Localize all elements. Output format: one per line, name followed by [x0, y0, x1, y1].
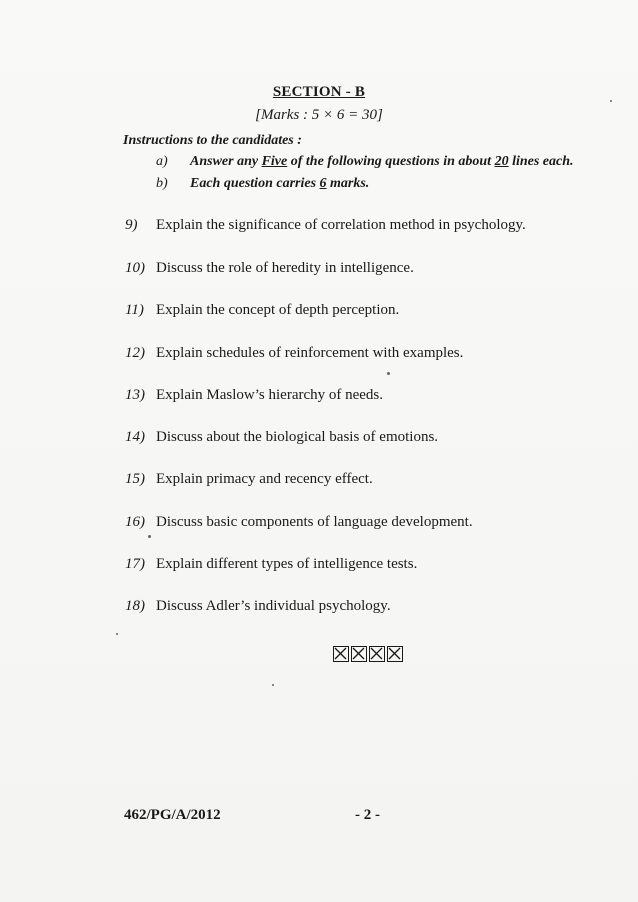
question-16 — [125, 514, 473, 531]
question-text: Explain the significance of correlation method in psychology. — [156, 217, 526, 233]
instruction-underlined-lines: 20 — [494, 154, 509, 169]
instruction-a — [156, 154, 574, 170]
question-13 — [125, 387, 383, 404]
instructions-title: Instructions to the candidates : — [123, 133, 302, 148]
question-number: 9) — [125, 217, 138, 233]
question-text: Discuss about the biological basis of emotions. — [156, 429, 439, 445]
instruction-text: lines each. — [508, 154, 574, 169]
instruction-b — [156, 176, 369, 192]
question-14 — [125, 429, 438, 446]
question-text: Explain Maslow’s hierarchy of needs. — [156, 387, 384, 403]
instruction-underlined-marks: 6 — [319, 176, 327, 191]
instruction-text: of the following questions in about — [287, 154, 495, 169]
question-number: 15) — [125, 471, 145, 487]
question-10 — [125, 260, 414, 277]
end-of-paper-marks — [333, 646, 403, 662]
question-17 — [125, 556, 417, 573]
crossed-box-icon — [387, 646, 403, 662]
question-text: Explain different types of intelligence tests. — [156, 556, 418, 572]
question-12 — [125, 345, 463, 362]
question-number: 18) — [125, 598, 145, 614]
scan-speck — [610, 100, 612, 102]
section-title: SECTION - B — [272, 84, 366, 100]
question-text: Explain schedules of reinforcement with examples. — [156, 345, 464, 361]
scan-speck — [387, 372, 390, 375]
question-number: 10) — [125, 260, 145, 276]
question-text: Explain primacy and recency effect. — [156, 471, 373, 487]
question-number: 14) — [125, 429, 145, 445]
question-text: Discuss Adler’s individual psychology. — [156, 598, 391, 614]
instruction-label: a) — [156, 154, 168, 169]
question-18 — [125, 598, 391, 615]
crossed-box-icon — [351, 646, 367, 662]
question-number: 17) — [125, 556, 145, 572]
scan-speck — [148, 535, 151, 538]
paper-code: 462/PG/A/2012 — [124, 807, 221, 823]
question-number: 12) — [125, 345, 145, 361]
instruction-text: Answer any — [190, 154, 262, 169]
question-11 — [125, 302, 399, 319]
question-text: Discuss basic components of language development. — [156, 514, 473, 530]
crossed-box-icon — [369, 646, 385, 662]
instruction-label: b) — [156, 176, 168, 191]
crossed-box-icon — [333, 646, 349, 662]
scan-speck — [116, 633, 118, 635]
instruction-underlined-count: Five — [261, 154, 288, 169]
question-number: 13) — [125, 387, 145, 403]
question-number: 11) — [125, 302, 144, 318]
instruction-text: marks. — [326, 176, 370, 191]
question-15 — [125, 471, 373, 488]
question-text: Explain the concept of depth perception. — [156, 302, 400, 318]
question-text: Discuss the role of heredity in intelligence. — [156, 260, 414, 276]
question-9 — [125, 217, 526, 234]
page-number: - 2 - — [355, 807, 380, 823]
instruction-text: Each question carries — [190, 176, 320, 191]
scan-speck — [272, 684, 274, 686]
marks-distribution: [Marks : 5 × 6 = 30] — [255, 107, 383, 123]
question-number: 16) — [125, 514, 145, 530]
